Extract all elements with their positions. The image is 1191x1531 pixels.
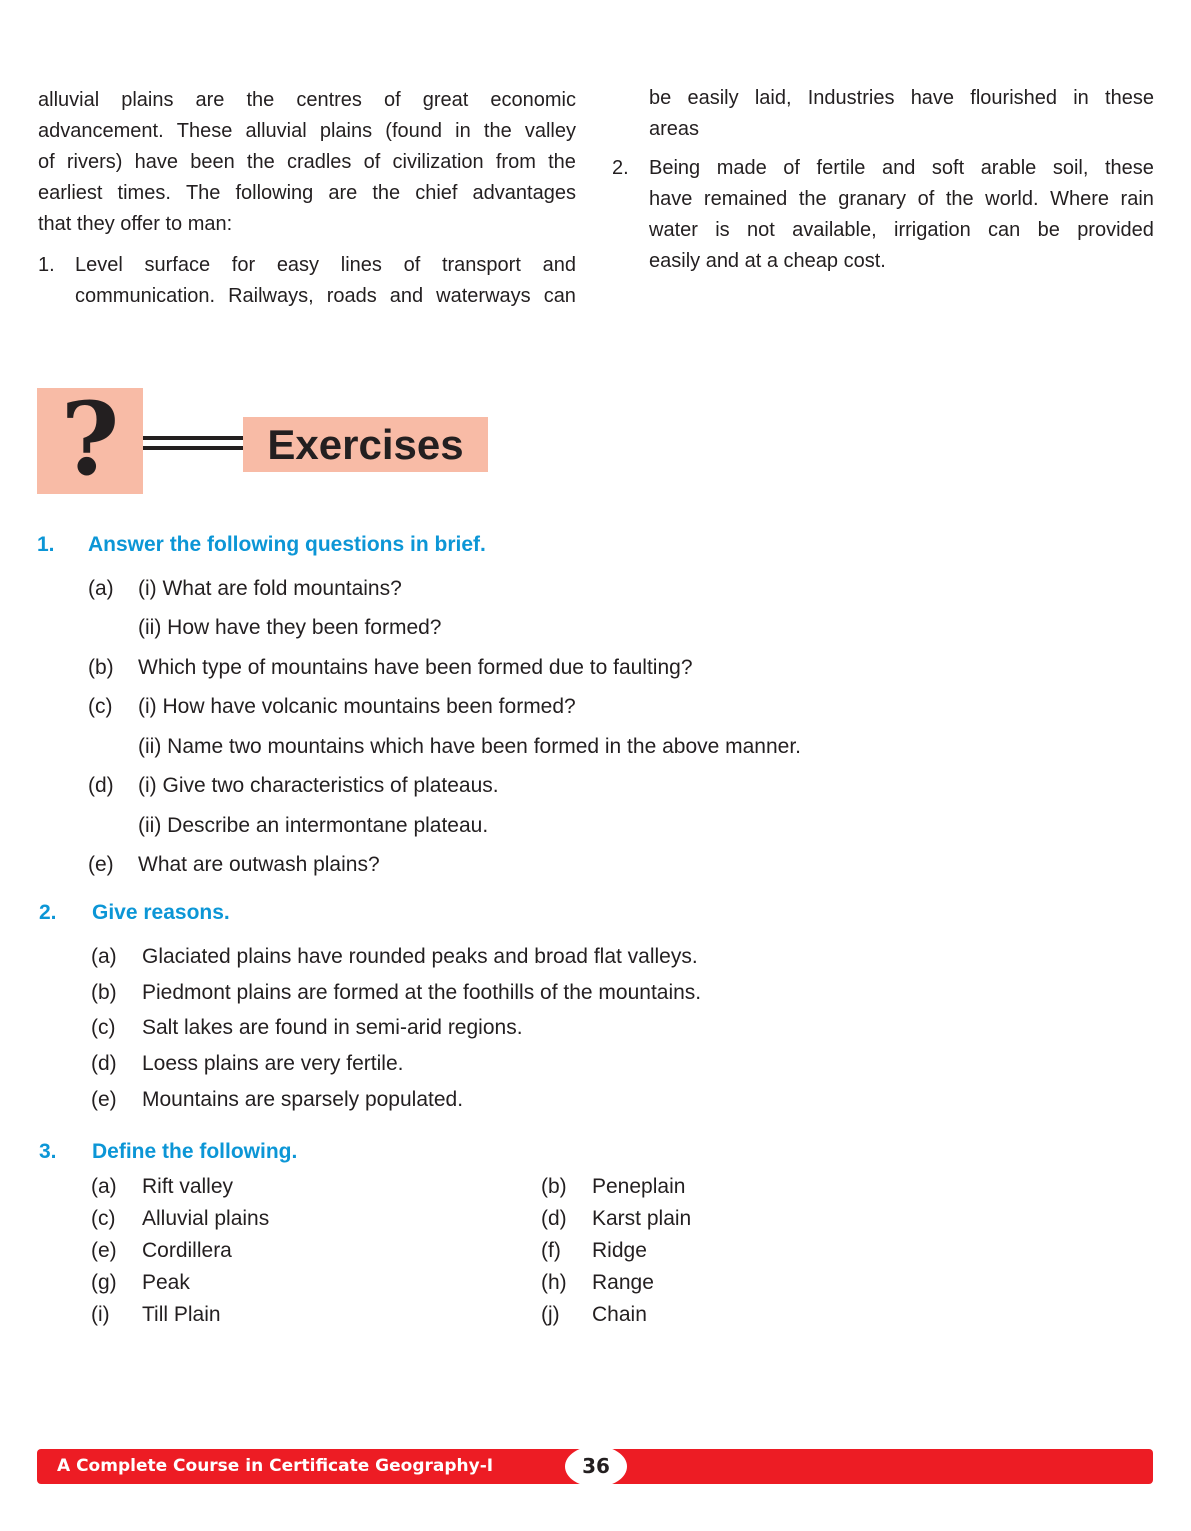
question-label: (a) [88, 577, 114, 600]
list-item-line: Level surface for easy lines of transport and [75, 254, 576, 276]
question-label: (d) [541, 1207, 567, 1230]
paragraph-line: areas [649, 118, 700, 140]
question-text: What are outwash plains? [138, 853, 380, 876]
question-label: (c) [91, 1207, 116, 1230]
question-label: (b) [541, 1175, 567, 1198]
paragraph-line: that they offer to man: [38, 213, 233, 235]
question-label: (g) [91, 1271, 117, 1294]
section-number: 3. [39, 1140, 57, 1163]
question-text: Which type of mountains have been formed due to faulting? [138, 656, 693, 679]
question-text: Glaciated plains have rounded peaks and broad flat valleys. [142, 945, 698, 968]
question-text: Peak [142, 1271, 190, 1294]
question-text: Ridge [592, 1239, 647, 1262]
question-text: Cordillera [142, 1239, 232, 1262]
question-label: (a) [91, 1175, 117, 1198]
question-text: Alluvial plains [142, 1207, 270, 1230]
question-label: (a) [91, 945, 117, 968]
question-text: Till Plain [142, 1303, 221, 1326]
question-text: Range [592, 1271, 654, 1294]
question-text: (ii) Name two mountains which have been formed in the above manner. [138, 735, 802, 758]
section-number: 2. [39, 901, 57, 924]
list-item-line: have remained the granary of the world. Where rain [649, 188, 1154, 210]
question-label: (e) [91, 1088, 117, 1111]
list-number: 2. [612, 157, 629, 179]
question-text: (ii) How have they been formed? [138, 616, 442, 639]
question-text: Peneplain [592, 1175, 686, 1198]
question-label: (e) [91, 1239, 117, 1262]
question-text: Piedmont plains are formed at the foothills of the mountains. [142, 981, 702, 1004]
question-text: (i) How have volcanic mountains been formed? [138, 695, 576, 718]
question-text: Loess plains are very fertile. [142, 1052, 404, 1075]
question-label: (d) [88, 774, 114, 797]
question-mark-icon: ? [37, 388, 143, 494]
list-number: 1. [38, 254, 55, 276]
question-text: Chain [592, 1303, 647, 1326]
paragraph-line: of rivers) have been the cradles of civilization from the [38, 151, 576, 173]
question-label: (b) [88, 656, 114, 679]
paragraph-line: advancement. These alluvial plains (found in the valley [38, 120, 576, 142]
list-item-line: Being made of fertile and soft arable soil, these [649, 157, 1154, 179]
exercises-heading-box [243, 417, 488, 472]
question-label: (f) [541, 1239, 561, 1262]
section-title: Give reasons. [92, 901, 230, 924]
question-text: Karst plain [592, 1207, 692, 1230]
question-label: (d) [91, 1052, 117, 1075]
paragraph-line: earliest times. The following are the chief advantages [38, 182, 576, 204]
question-label: (j) [541, 1303, 560, 1326]
list-item-line: communication. Railways, roads and waterways can [75, 285, 576, 307]
question-label: (b) [91, 981, 117, 1004]
question-text: Rift valley [142, 1175, 234, 1198]
divider [143, 446, 243, 450]
question-label: (h) [541, 1271, 567, 1294]
section-title: Define the following. [92, 1140, 298, 1163]
question-label: (c) [91, 1016, 116, 1039]
page-number: 36 [565, 1446, 627, 1487]
section-title: Answer the following questions in brief. [88, 533, 486, 556]
question-label: (i) [91, 1303, 110, 1326]
question-text: Salt lakes are found in semi-arid regions. [142, 1016, 523, 1039]
question-label: (e) [88, 853, 114, 876]
question-label: (c) [88, 695, 113, 718]
divider [143, 436, 243, 440]
list-item-line: water is not available, irrigation can be provided [649, 219, 1154, 241]
list-item-line: easily and at a cheap cost. [649, 250, 886, 272]
question-text: (i) Give two characteristics of plateaus. [138, 774, 499, 797]
exercises-title: Exercises [267, 421, 464, 468]
paragraph-line: alluvial plains are the centres of great economic [38, 89, 576, 111]
book-title: A Complete Course in Certificate Geography-I [57, 1456, 494, 1476]
footer-bar [37, 1449, 1153, 1484]
paragraph-line: be easily laid, Industries have flourished in these [649, 87, 1154, 109]
question-text: (i) What are fold mountains? [138, 577, 402, 600]
question-text: (ii) Describe an intermontane plateau. [138, 814, 489, 837]
section-number: 1. [37, 533, 55, 556]
question-text: Mountains are sparsely populated. [142, 1088, 464, 1111]
